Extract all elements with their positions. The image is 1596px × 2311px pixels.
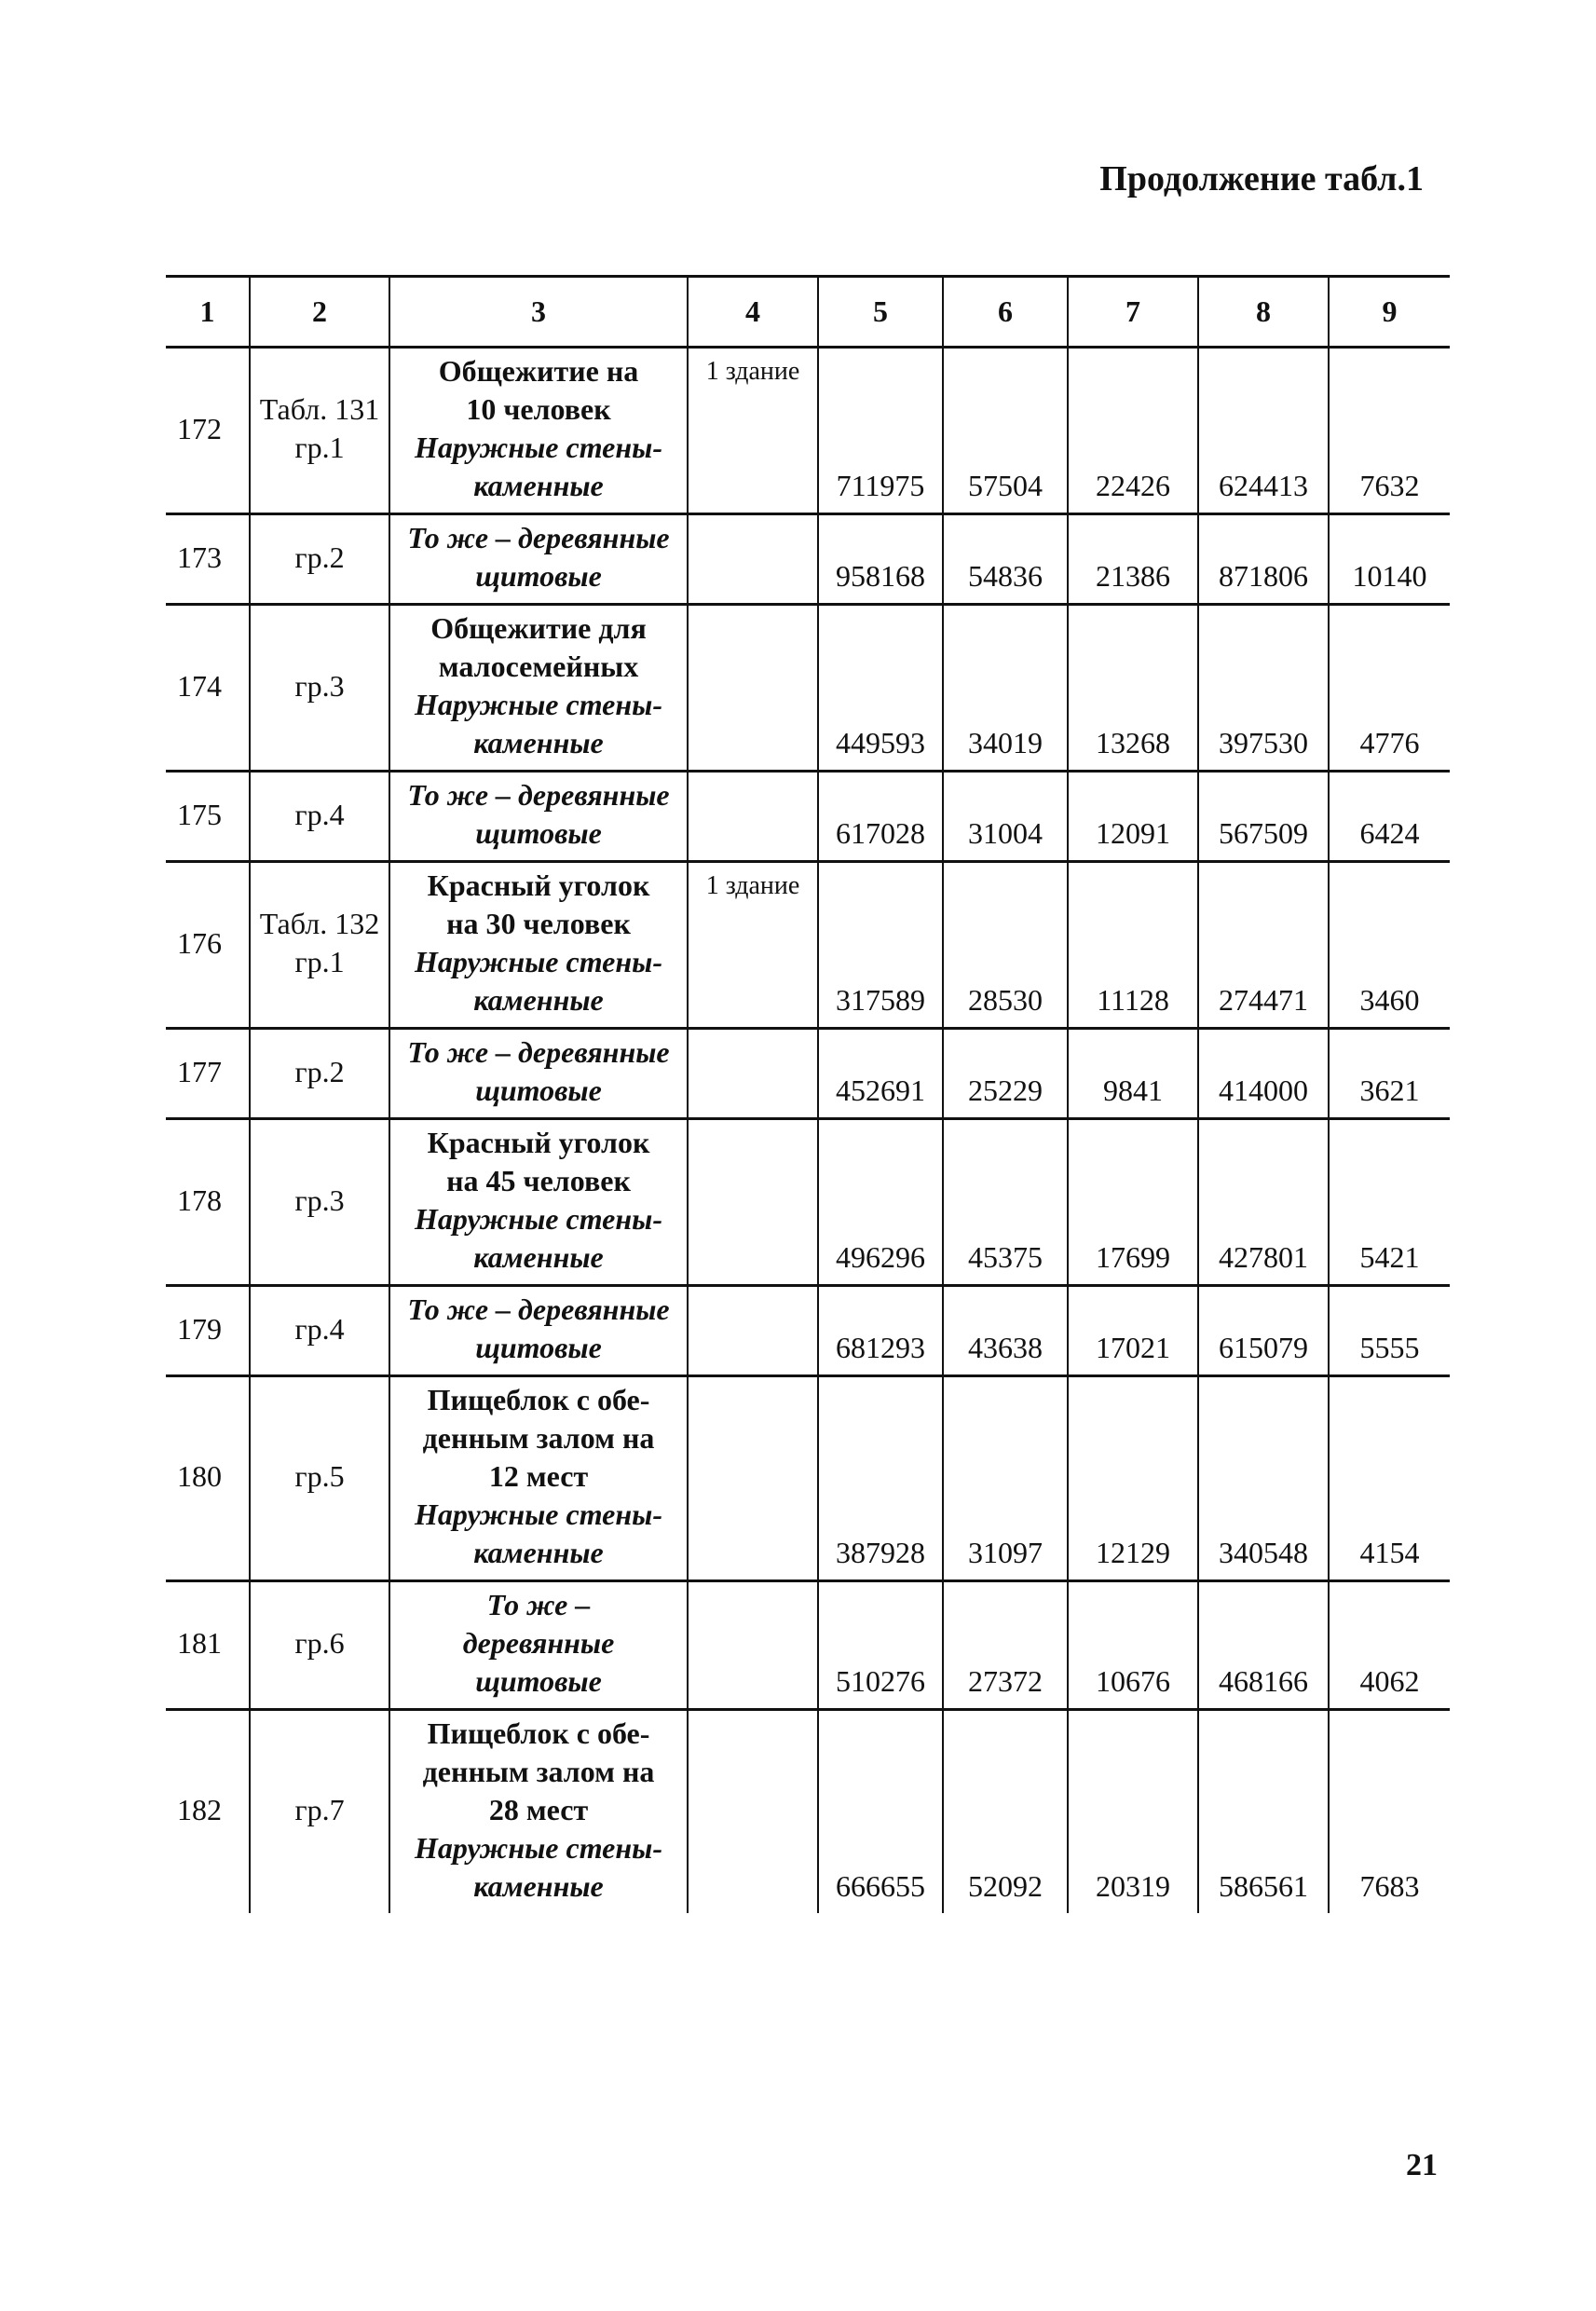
- value-cell: 397530: [1198, 605, 1329, 772]
- value-cell: 31097: [943, 1376, 1068, 1581]
- column-header: 3: [389, 277, 688, 348]
- value-cell: 3460: [1329, 862, 1450, 1029]
- source-reference-line: Табл. 132: [259, 907, 380, 940]
- object-name-line: малосемейных: [438, 650, 639, 683]
- unit-cell: [688, 1581, 818, 1710]
- value-cell: 317589: [818, 862, 943, 1029]
- source-reference-cell: [250, 772, 389, 862]
- column-header: 5: [818, 277, 943, 348]
- object-description-cell: [389, 514, 688, 605]
- wall-type-line: То же – деревянные: [407, 1292, 670, 1326]
- table-row: [166, 1581, 1450, 1710]
- value-cell: 54836: [943, 514, 1068, 605]
- value-cell: 22426: [1068, 348, 1198, 514]
- table-row: [166, 1119, 1450, 1286]
- value-cell: 871806: [1198, 514, 1329, 605]
- unit-cell: [688, 514, 818, 605]
- column-header: 2: [250, 277, 389, 348]
- unit-cell: [688, 1286, 818, 1376]
- unit-cell: [688, 1119, 818, 1286]
- object-name-line: 10 человек: [466, 392, 611, 426]
- object-description-cell: [389, 605, 688, 772]
- value-cell: 387928: [818, 1376, 943, 1581]
- table-row: [166, 1029, 1450, 1119]
- row-number-cell: 176: [166, 862, 250, 1029]
- wall-type-line: каменные: [473, 726, 604, 759]
- source-reference-cell: [250, 1710, 389, 1914]
- object-description-cell: [389, 772, 688, 862]
- wall-type-line: Наружные стены-: [414, 431, 662, 464]
- wall-type-line: Наружные стены-: [414, 945, 662, 978]
- wall-type-line: щитовые: [475, 1073, 602, 1107]
- value-cell: 34019: [943, 605, 1068, 772]
- table-row: [166, 1710, 1450, 1914]
- table-continuation-heading: Продолжение табл.1: [1099, 159, 1424, 198]
- object-name-line: 28 мест: [488, 1793, 589, 1826]
- value-cell: 12129: [1068, 1376, 1198, 1581]
- unit-cell: [688, 1376, 818, 1581]
- unit-cell: [688, 1710, 818, 1914]
- value-cell: 45375: [943, 1119, 1068, 1286]
- value-cell: 340548: [1198, 1376, 1329, 1581]
- value-cell: 9841: [1068, 1029, 1198, 1119]
- column-header: 7: [1068, 277, 1198, 348]
- page-number: 21: [1406, 2148, 1438, 2182]
- source-reference-cell: [250, 1581, 389, 1710]
- object-description-cell: [389, 1376, 688, 1581]
- row-number-cell: 174: [166, 605, 250, 772]
- value-cell: 7632: [1329, 348, 1450, 514]
- object-name-line: денным залом на: [422, 1755, 655, 1788]
- value-cell: 27372: [943, 1581, 1068, 1710]
- source-reference-cell: [250, 1286, 389, 1376]
- object-name-line: Пищеблок с обе-: [427, 1383, 650, 1416]
- value-cell: 11128: [1068, 862, 1198, 1029]
- source-reference-cell: [250, 1029, 389, 1119]
- value-cell: 5555: [1329, 1286, 1450, 1376]
- object-name-line: Красный уголок: [427, 868, 650, 902]
- source-reference-cell: [250, 862, 389, 1029]
- value-cell: 13268: [1068, 605, 1198, 772]
- column-header: 6: [943, 277, 1068, 348]
- table-row: [166, 1376, 1450, 1581]
- value-cell: 452691: [818, 1029, 943, 1119]
- row-number-cell: 182: [177, 1793, 222, 1826]
- unit-cell: [688, 1029, 818, 1119]
- source-reference-cell: [250, 605, 389, 772]
- wall-type-line: каменные: [473, 1536, 604, 1569]
- value-cell: 615079: [1198, 1286, 1329, 1376]
- value-cell: 468166: [1198, 1581, 1329, 1710]
- object-name-line: денным залом на: [422, 1421, 655, 1455]
- object-description-cell: [389, 1581, 688, 1710]
- object-description-cell: [389, 1029, 688, 1119]
- column-header: 4: [688, 277, 818, 348]
- source-reference-cell: [250, 514, 389, 605]
- value-cell: 4062: [1329, 1581, 1450, 1710]
- source-reference-cell: [250, 348, 389, 514]
- value-cell: 4154: [1329, 1376, 1450, 1581]
- wall-type-line: Наружные стены-: [414, 1497, 662, 1531]
- value-cell: 7683: [1329, 1710, 1450, 1914]
- object-name-line: на 30 человек: [446, 907, 631, 940]
- source-reference-line: гр.4: [294, 1311, 345, 1346]
- value-cell: 274471: [1198, 862, 1329, 1029]
- wall-type-line: То же – деревянные: [407, 521, 670, 554]
- source-reference-cell: [250, 1119, 389, 1286]
- value-cell: 624413: [1198, 348, 1329, 514]
- header-row: [166, 277, 1450, 348]
- value-cell: 4776: [1329, 605, 1450, 772]
- value-cell: 57504: [943, 348, 1068, 514]
- wall-type-line: деревянные: [462, 1626, 615, 1660]
- value-cell: 17699: [1068, 1119, 1198, 1286]
- cost-table: [166, 275, 1450, 1913]
- value-cell: 617028: [818, 772, 943, 862]
- source-reference-cell: [250, 1376, 389, 1581]
- value-cell: 10676: [1068, 1581, 1198, 1710]
- value-cell: 20319: [1068, 1710, 1198, 1914]
- row-number-cell: 180: [166, 1376, 250, 1581]
- source-reference-line: гр.6: [294, 1626, 345, 1660]
- source-reference-line: Табл. 131: [259, 392, 380, 426]
- source-reference-line: гр.3: [294, 668, 345, 703]
- source-reference-line: гр.4: [294, 797, 345, 831]
- row-number-cell: 181: [166, 1581, 250, 1710]
- object-description-cell: [389, 1710, 688, 1914]
- object-description-cell: [389, 1286, 688, 1376]
- unit-cell: [688, 605, 818, 772]
- wall-type-line: То же – деревянные: [407, 1035, 670, 1069]
- wall-type-line: щитовые: [475, 1331, 602, 1364]
- source-reference-line: гр.1: [294, 945, 345, 978]
- value-cell: 12091: [1068, 772, 1198, 862]
- table-row: [166, 605, 1450, 772]
- object-name-line: на 45 человек: [446, 1164, 631, 1197]
- wall-type-line: То же – деревянные: [407, 778, 670, 812]
- value-cell: 510276: [818, 1581, 943, 1710]
- column-header: 8: [1198, 277, 1329, 348]
- object-description-cell: [389, 348, 688, 514]
- value-cell: 681293: [818, 1286, 943, 1376]
- object-description-cell: [389, 1119, 688, 1286]
- table-row: [166, 514, 1450, 605]
- row-number-cell: 177: [166, 1029, 250, 1119]
- value-cell: 586561: [1198, 1710, 1329, 1914]
- unit-cell: [688, 772, 818, 862]
- value-cell: 25229: [943, 1029, 1068, 1119]
- wall-type-line: Наружные стены-: [414, 1202, 662, 1236]
- source-reference-line: гр.3: [294, 1183, 345, 1217]
- table-row: [166, 348, 1450, 514]
- table-body: [166, 348, 1450, 1914]
- wall-type-line: Наружные стены-: [414, 1831, 662, 1865]
- value-cell: 43638: [943, 1286, 1068, 1376]
- object-name-line: Общежитие для: [430, 611, 647, 645]
- column-header: 1: [166, 277, 250, 348]
- value-cell: 28530: [943, 862, 1068, 1029]
- table-row: [166, 862, 1450, 1029]
- column-header: 9: [1329, 277, 1450, 348]
- value-cell: 414000: [1198, 1029, 1329, 1119]
- wall-type-line: щитовые: [475, 816, 602, 850]
- unit-cell: 1 здание: [688, 862, 818, 1029]
- wall-type-line: щитовые: [475, 1664, 602, 1698]
- value-cell: 427801: [1198, 1119, 1329, 1286]
- object-name-line: 12 мест: [488, 1459, 589, 1493]
- wall-type-line: Наружные стены-: [414, 688, 662, 721]
- row-number-cell: 179: [166, 1286, 250, 1376]
- wall-type-line: щитовые: [475, 559, 602, 593]
- wall-type-line: То же –: [486, 1588, 591, 1621]
- value-cell: 52092: [943, 1710, 1068, 1914]
- row-number-cell: 173: [166, 514, 250, 605]
- value-cell: 17021: [1068, 1286, 1198, 1376]
- value-cell: 449593: [818, 605, 943, 772]
- value-cell: 3621: [1329, 1029, 1450, 1119]
- value-cell: 10140: [1329, 514, 1450, 605]
- value-cell: 21386: [1068, 514, 1198, 605]
- value-cell: 711975: [818, 348, 943, 514]
- object-name-line: Пищеблок с обе-: [427, 1716, 650, 1750]
- source-reference-line: гр.7: [294, 1793, 345, 1826]
- source-reference-line: гр.5: [294, 1459, 345, 1493]
- source-reference-line: гр.2: [294, 1054, 345, 1088]
- wall-type-line: каменные: [473, 469, 604, 502]
- table-row: [166, 772, 1450, 862]
- object-description-cell: [389, 862, 688, 1029]
- table-row: [166, 1286, 1450, 1376]
- row-number-cell: 175: [166, 772, 250, 862]
- value-cell: 6424: [1329, 772, 1450, 862]
- value-cell: 496296: [818, 1119, 943, 1286]
- row-number-cell: 178: [166, 1119, 250, 1286]
- value-cell: 958168: [818, 514, 943, 605]
- wall-type-line: каменные: [473, 983, 604, 1017]
- wall-type-line: каменные: [473, 1869, 604, 1903]
- object-name-line: Красный уголок: [427, 1126, 650, 1159]
- object-name-line: Общежитие на: [438, 354, 639, 388]
- value-cell: 5421: [1329, 1119, 1450, 1286]
- unit-cell: 1 здание: [688, 348, 818, 514]
- wall-type-line: каменные: [473, 1240, 604, 1274]
- value-cell: 31004: [943, 772, 1068, 862]
- value-cell: 666655: [818, 1710, 943, 1914]
- value-cell: 567509: [1198, 772, 1329, 862]
- source-reference-line: гр.2: [294, 540, 345, 574]
- row-number-cell: 172: [166, 348, 250, 514]
- source-reference-line: гр.1: [294, 431, 345, 464]
